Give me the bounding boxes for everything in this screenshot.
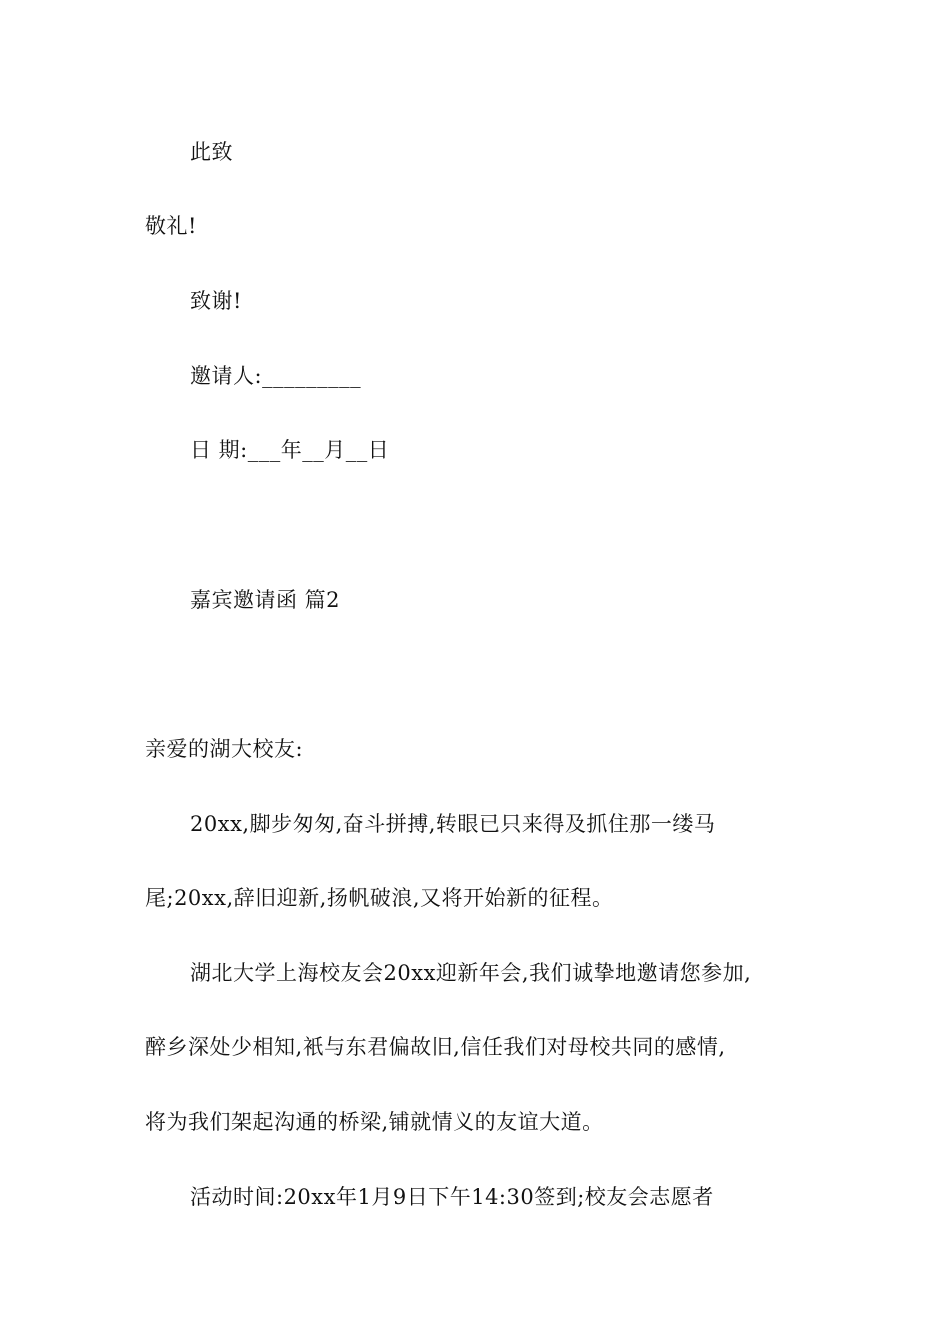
section-title: 嘉宾邀请函 篇2 bbox=[190, 588, 341, 612]
closing-zhi-xie: 致谢! bbox=[190, 289, 242, 313]
paragraph-line: 醉乡深处少相知,衹与东君偏故旧,信任我们对母校共同的感情, bbox=[145, 1035, 726, 1059]
paragraph-line: 活动时间:20xx年1月9日下午14:30签到;校友会志愿者 bbox=[190, 1185, 714, 1209]
paragraph-line: 将为我们架起沟通的桥梁,铺就情义的友谊大道。 bbox=[145, 1110, 604, 1134]
closing-ci-zhi: 此致 bbox=[190, 140, 233, 164]
paragraph-line: 尾;20xx,辞旧迎新,扬帆破浪,又将开始新的征程。 bbox=[145, 886, 614, 910]
closing-jing-li: 敬礼! bbox=[145, 214, 197, 238]
date-line: 日 期:___年__月__日 bbox=[190, 438, 390, 462]
paragraph-line: 湖北大学上海校友会20xx迎新年会,我们诚挚地邀请您参加, bbox=[190, 961, 752, 985]
paragraph-line: 20xx,脚步匆匆,奋斗拼搏,转眼已只来得及抓住那一缕马 bbox=[190, 812, 716, 836]
inviter-line: 邀请人:_________ bbox=[190, 364, 362, 388]
salutation: 亲爱的湖大校友: bbox=[145, 737, 304, 761]
